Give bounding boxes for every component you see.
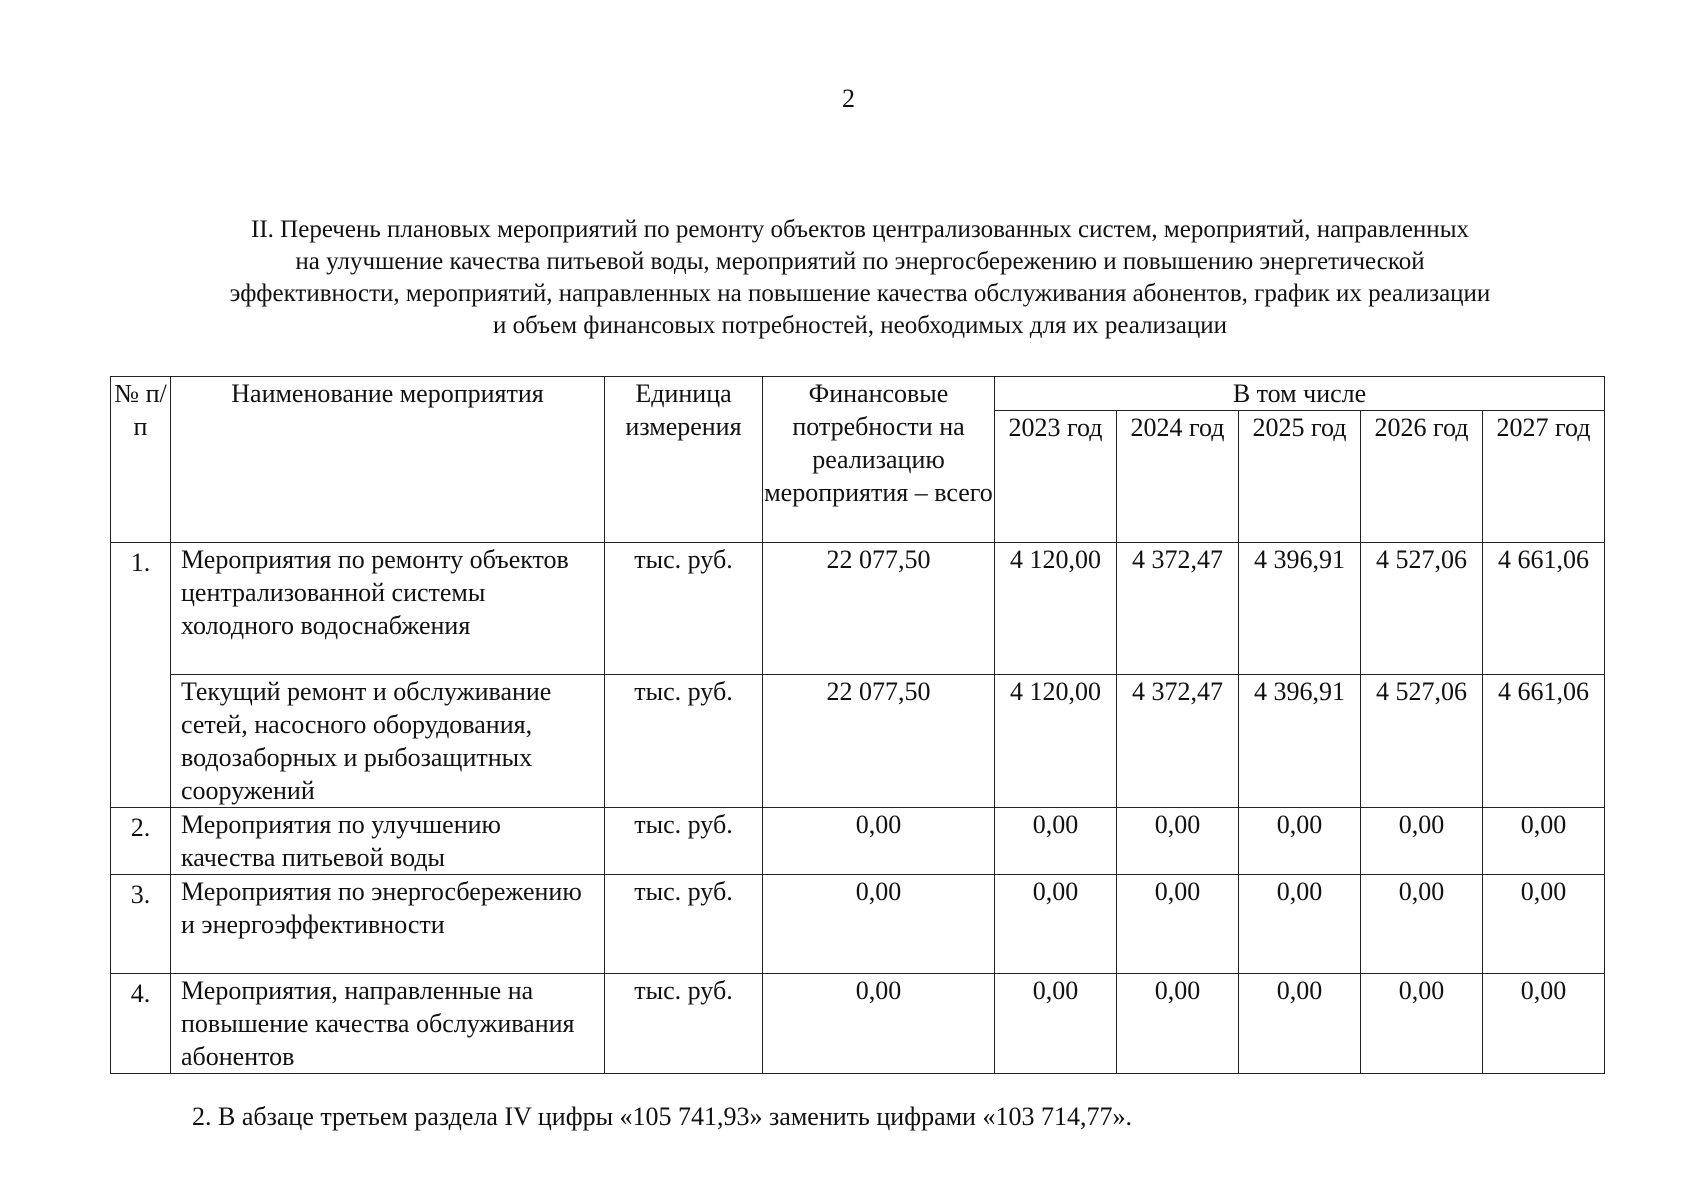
row-year-value: 0,00 [1239, 808, 1361, 875]
row-num: 3. [111, 875, 171, 974]
row-total: 22 077,50 [763, 543, 995, 675]
row-year-value: 4 661,06 [1483, 543, 1605, 675]
row-year-value: 0,00 [1239, 974, 1361, 1074]
header-including: В том числе [995, 377, 1605, 411]
row-year-value: 4 120,00 [995, 543, 1117, 675]
row-num [111, 675, 171, 808]
row-year-value: 0,00 [1361, 974, 1483, 1074]
row-name: Мероприятия по улучшению качества питьевой воды [171, 808, 605, 875]
header-year: 2026 год [1361, 411, 1483, 543]
table-row [111, 875, 1605, 974]
row-year-value: 0,00 [1239, 875, 1361, 974]
row-year-value: 4 396,91 [1239, 675, 1361, 808]
section-title [120, 214, 1600, 342]
row-total: 22 077,50 [763, 675, 995, 808]
row-name: Текущий ремонт и обслуживание сетей, насосного оборудования, водозаборных и рыбозащитных сооружений [171, 675, 605, 808]
section-title-line: и объем финансовых потребностей, необходимых для их реализации [492, 312, 1228, 339]
row-num: 2. [111, 808, 171, 875]
header-year: 2023 год [995, 411, 1117, 543]
table-row [111, 974, 1605, 1074]
row-year-value: 4 661,06 [1483, 675, 1605, 808]
row-year-value: 0,00 [1483, 808, 1605, 875]
row-year-value: 4 527,06 [1361, 543, 1483, 675]
row-unit: тыс. руб. [605, 808, 763, 875]
row-year-value: 0,00 [1361, 808, 1483, 875]
row-year-value: 0,00 [1117, 875, 1239, 974]
row-name: Мероприятия, направленные на повышение качества обслуживания абонентов [171, 974, 605, 1074]
table-row [111, 808, 1605, 875]
row-name: Мероприятия по энергосбережению и энергоэффективности [171, 875, 605, 974]
section-title-line: на улучшение качества питьевой воды, мероприятий по энергосбережению и повышению энергетической [295, 248, 1425, 275]
row-name: Мероприятия по ремонту объектов централизованной системы холодного водоснабжения [171, 543, 605, 675]
row-year-value: 0,00 [1483, 875, 1605, 974]
row-total: 0,00 [763, 808, 995, 875]
row-year-value: 4 527,06 [1361, 675, 1483, 808]
measures-table [110, 376, 1605, 1074]
row-num: 4. [111, 974, 171, 1074]
row-unit: тыс. руб. [605, 974, 763, 1074]
header-total: Финансовые потребности на реализацию мероприятия – всего [763, 377, 995, 543]
footnote-paragraph: 2. В абзаце третьем раздела IV цифры «105 741,93» заменить цифрами «103 714,77». [192, 1102, 1132, 1131]
row-year-value: 4 372,47 [1117, 675, 1239, 808]
header-num: № п/п [111, 377, 171, 543]
page-number: 2 [842, 84, 855, 113]
row-unit: тыс. руб. [605, 543, 763, 675]
header-name: Наименование мероприятия [171, 377, 605, 543]
table-row [111, 543, 1605, 675]
row-year-value: 0,00 [995, 974, 1117, 1074]
row-year-value: 4 372,47 [1117, 543, 1239, 675]
table-row [111, 675, 1605, 808]
row-year-value: 4 120,00 [995, 675, 1117, 808]
header-year: 2024 год [1117, 411, 1239, 543]
section-title-line: II. Перечень плановых мероприятий по ремонту объектов централизованных систем, мероприятий, направленных [251, 216, 1469, 243]
row-total: 0,00 [763, 875, 995, 974]
header-unit: Единица измерения [605, 377, 763, 543]
section-title-line: эффективности, мероприятий, направленных на повышение качества обслуживания абонентов, график их реализации [229, 280, 1491, 307]
header-year: 2027 год [1483, 411, 1605, 543]
row-total: 0,00 [763, 974, 995, 1074]
row-unit: тыс. руб. [605, 875, 763, 974]
header-year: 2025 год [1239, 411, 1361, 543]
row-year-value: 0,00 [1361, 875, 1483, 974]
row-year-value: 0,00 [1117, 974, 1239, 1074]
row-year-value: 0,00 [1483, 974, 1605, 1074]
row-year-value: 0,00 [1117, 808, 1239, 875]
row-year-value: 4 396,91 [1239, 543, 1361, 675]
row-year-value: 0,00 [995, 875, 1117, 974]
row-unit: тыс. руб. [605, 675, 763, 808]
row-year-value: 0,00 [995, 808, 1117, 875]
row-num: 1. [111, 543, 171, 675]
